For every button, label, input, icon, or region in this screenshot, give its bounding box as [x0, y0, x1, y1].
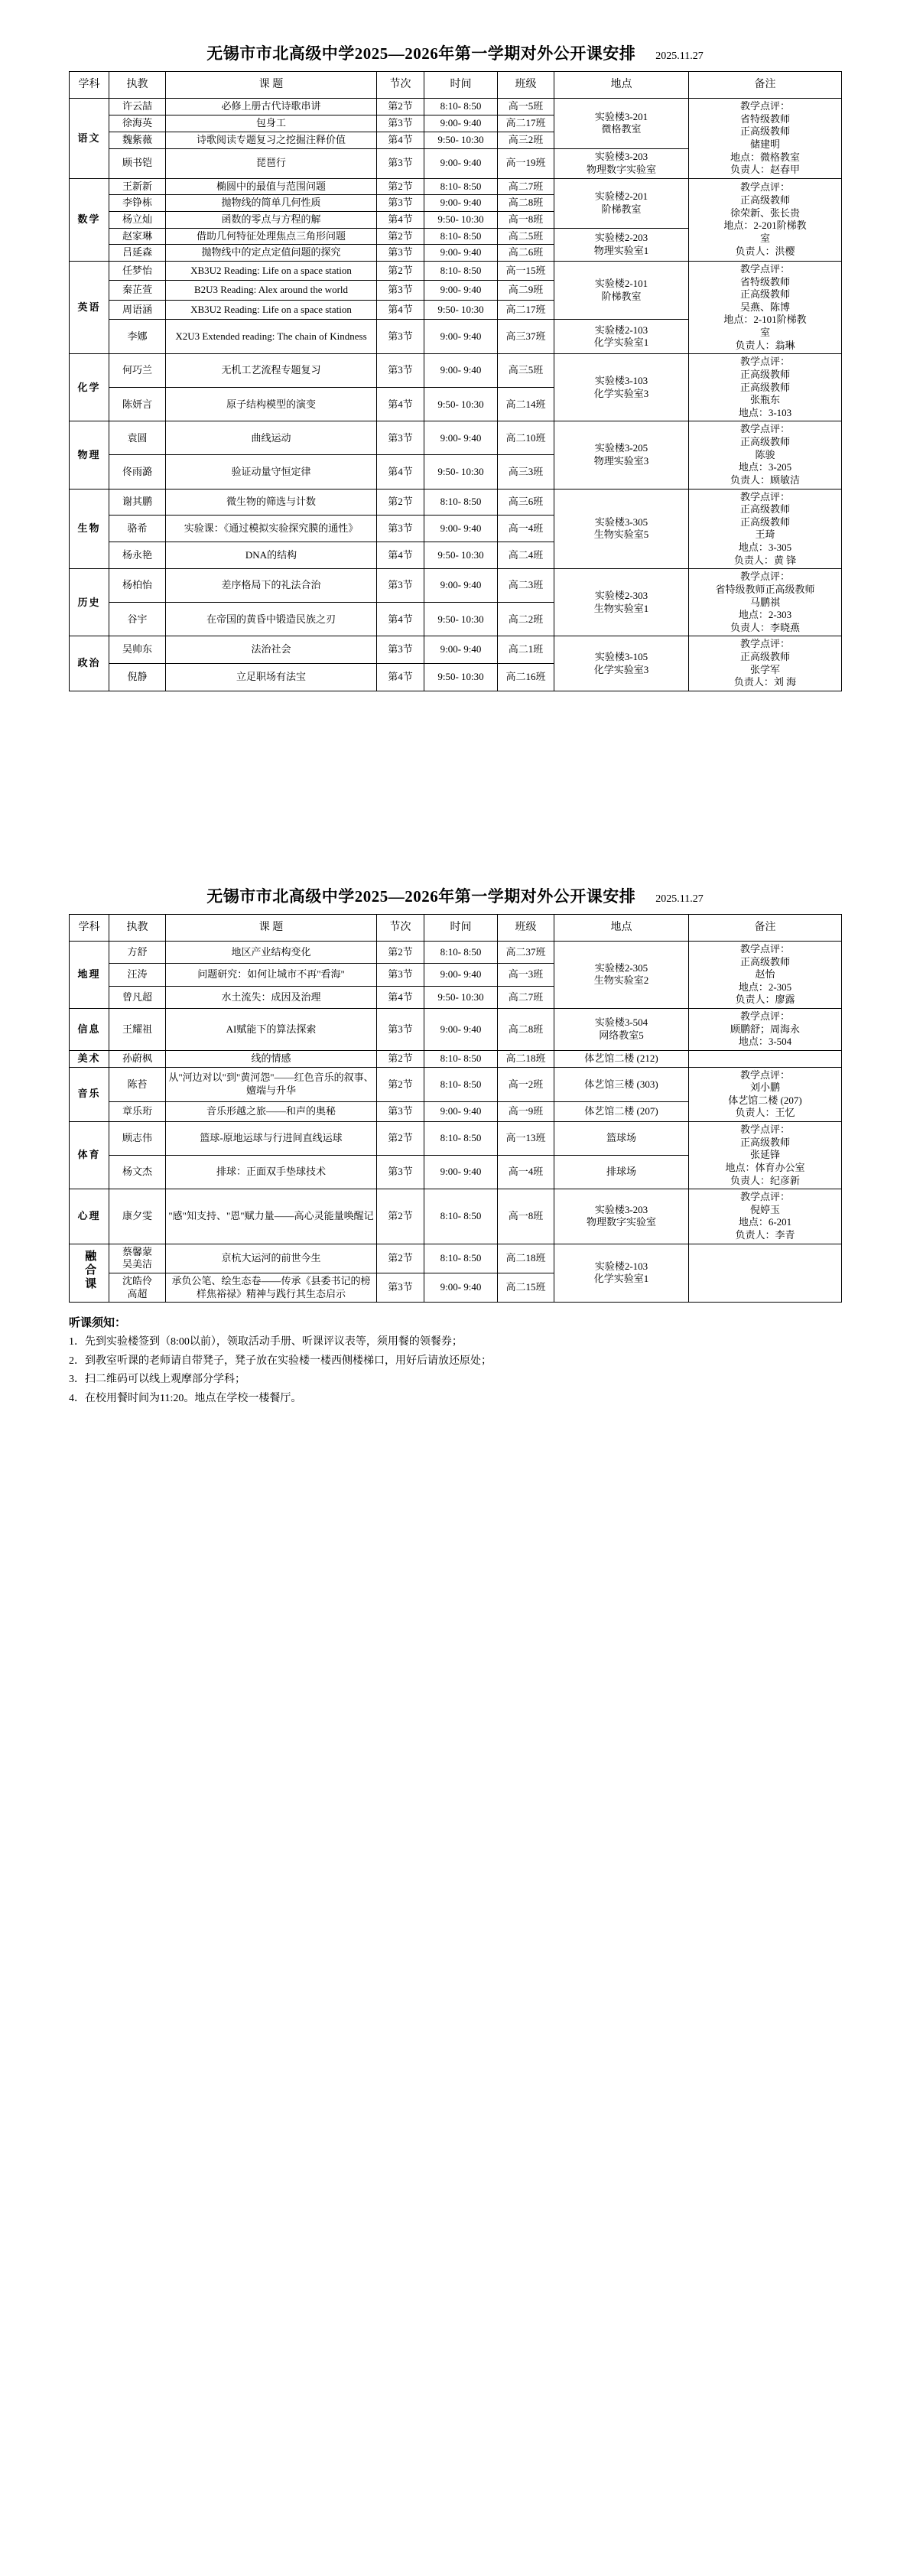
table-row: [70, 261, 842, 280]
time-cell: 9:50- 10:30: [424, 603, 498, 636]
class-cell: 高一4班: [498, 516, 554, 542]
time-cell: 9:00- 9:40: [424, 148, 498, 178]
topic-cell: AI赋能下的算法探索: [166, 1009, 377, 1051]
period-cell: 第4节: [377, 300, 424, 319]
topic-cell: X2U3 Extended reading: The chain of Kindness: [166, 320, 377, 354]
topic-cell: "感"知支持、"恩"赋力量——高心灵能量唤醒记: [166, 1189, 377, 1244]
class-cell: 高一13班: [498, 1122, 554, 1156]
topic-cell: 承负公笔、绘生态卷——传承《县委书记的榜样焦裕禄》精神与践行其生态启示: [166, 1273, 377, 1302]
class-cell: 高二4班: [498, 542, 554, 569]
time-cell: 9:50- 10:30: [424, 212, 498, 229]
class-cell: 高二7班: [498, 178, 554, 195]
topic-cell: 排球：正面双手垫球技术: [166, 1156, 377, 1189]
period-cell: 第3节: [377, 1156, 424, 1189]
table-row: [70, 99, 842, 115]
teacher-cell: 杨柏怡: [109, 569, 166, 603]
th-period: 节次: [377, 72, 424, 99]
class-cell: 高二2班: [498, 603, 554, 636]
time-cell: 8:10- 8:50: [424, 1244, 498, 1273]
th-subject: 学科: [70, 914, 109, 941]
period-cell: 第2节: [377, 489, 424, 516]
period-cell: 第3节: [377, 354, 424, 388]
place-cell: 实验楼3-203 物理数字实验室: [554, 148, 689, 178]
period-cell: 第2节: [377, 1050, 424, 1067]
table-row: [70, 1189, 842, 1244]
table-row: [70, 354, 842, 388]
topic-cell: B2U3 Reading: Alex around the world: [166, 281, 377, 300]
time-cell: 8:10- 8:50: [424, 261, 498, 280]
period-cell: 第2节: [377, 228, 424, 245]
topic-cell: XB3U2 Reading: Life on a space station: [166, 300, 377, 319]
topic-cell: 必修上册古代诗歌串讲: [166, 99, 377, 115]
table-row: [70, 569, 842, 603]
place-cell: 体艺馆二楼 (212): [554, 1050, 689, 1067]
teacher-cell: 任梦怡: [109, 261, 166, 280]
place-cell: 实验楼2-303 生物实验室1: [554, 569, 689, 636]
place-cell: 排球场: [554, 1156, 689, 1189]
time-cell: 8:10- 8:50: [424, 1189, 498, 1244]
remark-cell: 教学点评： 省特级教师正高级教师 马鹏祺 地点：2-303 负责人：李晓燕: [689, 569, 842, 636]
period-cell: 第3节: [377, 1102, 424, 1122]
class-cell: 高三37班: [498, 320, 554, 354]
period-cell: 第4节: [377, 986, 424, 1008]
remark-cell: 教学点评： 倪婷玉 地点：6-201 负责人：李青: [689, 1189, 842, 1244]
table-row: [70, 1122, 842, 1156]
topic-cell: 问题研究：如何让城市不再"看海": [166, 964, 377, 986]
period-cell: 第3节: [377, 115, 424, 132]
th-time: 时间: [424, 914, 498, 941]
teacher-cell: 杨文杰: [109, 1156, 166, 1189]
teacher-cell: 李铮栋: [109, 195, 166, 212]
table-header-row-2: [70, 914, 842, 941]
place-cell: 实验楼2-101 阶梯教室: [554, 261, 689, 319]
time-cell: 9:00- 9:40: [424, 636, 498, 664]
time-cell: 9:00- 9:40: [424, 964, 498, 986]
topic-cell: DNA的结构: [166, 542, 377, 569]
subject-cell: 物理: [70, 421, 109, 489]
period-cell: 第4节: [377, 388, 424, 421]
title-row-1: [69, 41, 841, 64]
th-remark: 备注: [689, 914, 842, 941]
class-cell: 高二18班: [498, 1244, 554, 1273]
table-row: [70, 1067, 842, 1102]
remark-cell: 教学点评： 顾鹏舒；周海永 地点：3-504: [689, 1009, 842, 1051]
place-cell: 实验楼3-305 生物实验室5: [554, 489, 689, 569]
note-item: 1．先到实验楼签到（8:00以前），领取活动手册、听课评议表等，须用餐的领餐券；: [69, 1336, 463, 1348]
remark-cell: 教学点评： 正高级教师 徐荣新、张长贵 地点：2-201阶梯教 室 负责人：洪樱: [689, 178, 842, 261]
subject-cell: 美术: [70, 1050, 109, 1067]
class-cell: 高二5班: [498, 228, 554, 245]
teacher-cell: 魏紫薇: [109, 132, 166, 148]
th-subject: 学科: [70, 72, 109, 99]
subject-cell: 地理: [70, 941, 109, 1008]
note-item: 3．扫二维码可以线上观摩部分学科；: [69, 1374, 245, 1386]
topic-cell: 篮球-原地运球与行进间直线运球: [166, 1122, 377, 1156]
period-cell: 第2节: [377, 1067, 424, 1102]
class-cell: 高二8班: [498, 1009, 554, 1051]
remark-cell: 教学点评： 省特级教师 正高级教师 储建明 地点：微格教室 负责人：赵春甲: [689, 99, 842, 179]
topic-cell: 原子结构模型的演变: [166, 388, 377, 421]
subject-cell: 信息: [70, 1009, 109, 1051]
class-cell: 高二9班: [498, 281, 554, 300]
remark-cell: 教学点评： 正高级教师 赵怡 地点：2-305 负责人：廖露: [689, 941, 842, 1008]
teacher-cell: 王耀祖: [109, 1009, 166, 1051]
time-cell: 9:00- 9:40: [424, 1156, 498, 1189]
place-cell: 实验楼3-504 网络教室5: [554, 1009, 689, 1051]
place-cell: 实验楼3-205 物理实验室3: [554, 421, 689, 489]
place-cell: 篮球场: [554, 1122, 689, 1156]
time-cell: 9:00- 9:40: [424, 115, 498, 132]
subject-cell: 体育: [70, 1122, 109, 1189]
class-cell: 高一19班: [498, 148, 554, 178]
topic-cell: XB3U2 Reading: Life on a space station: [166, 261, 377, 280]
table-row: [70, 421, 842, 455]
class-cell: 高三2班: [498, 132, 554, 148]
time-cell: 9:50- 10:30: [424, 300, 498, 319]
period-cell: 第3节: [377, 421, 424, 455]
period-cell: 第4节: [377, 212, 424, 229]
class-cell: 高二17班: [498, 300, 554, 319]
period-cell: 第2节: [377, 1122, 424, 1156]
th-place: 地点: [554, 914, 689, 941]
class-cell: 高二18班: [498, 1050, 554, 1067]
time-cell: 9:50- 10:30: [424, 388, 498, 421]
topic-cell: 从"河边对以"到"黄河怨"——红色音乐的叙事、嬗端与升华: [166, 1067, 377, 1102]
topic-cell: 函数的零点与方程的解: [166, 212, 377, 229]
period-cell: 第3节: [377, 148, 424, 178]
th-topic: 课 题: [166, 914, 377, 941]
place-cell: 实验楼3-105 化学实验室3: [554, 636, 689, 691]
topic-cell: 借助几何特征处理焦点三角形问题: [166, 228, 377, 245]
teacher-cell: 蔡馨蒙 吴美洁: [109, 1244, 166, 1273]
teacher-cell: 秦芷萱: [109, 281, 166, 300]
schedule-sheet-2: [69, 814, 841, 1409]
th-period: 节次: [377, 914, 424, 941]
table-row: [70, 1244, 842, 1273]
teacher-cell: 章乐珩: [109, 1102, 166, 1122]
period-cell: 第2节: [377, 941, 424, 963]
period-cell: 第2节: [377, 261, 424, 280]
period-cell: 第3节: [377, 281, 424, 300]
topic-cell: 验证动量守恒定律: [166, 455, 377, 489]
th-class: 班级: [498, 914, 554, 941]
class-cell: 高三3班: [498, 455, 554, 489]
table-row: [70, 178, 842, 195]
time-cell: 9:00- 9:40: [424, 320, 498, 354]
table-header-row-1: [70, 72, 842, 99]
class-cell: 高一5班: [498, 99, 554, 115]
teacher-cell: 徐海英: [109, 115, 166, 132]
teacher-cell: 骆希: [109, 516, 166, 542]
page-date-1: 2025.11.27: [655, 50, 704, 62]
place-cell: 实验楼2-203 物理实验室1: [554, 228, 689, 261]
class-cell: 高三6班: [498, 489, 554, 516]
period-cell: 第3节: [377, 636, 424, 664]
period-cell: 第3节: [377, 195, 424, 212]
remark-cell: 教学点评： 刘小鹏 体艺馆二楼 (207) 负责人：王忆: [689, 1067, 842, 1122]
topic-cell: 立足职场有法宝: [166, 664, 377, 691]
teacher-cell: 康夕雯: [109, 1189, 166, 1244]
th-class: 班级: [498, 72, 554, 99]
remark-cell: 教学点评： 正高级教师 正高级教师 张瓶东 地点：3-103: [689, 354, 842, 421]
page-break-gap: [0, 691, 910, 814]
subject-cell: 心理: [70, 1189, 109, 1244]
teacher-cell: 汪涛: [109, 964, 166, 986]
period-cell: 第4节: [377, 542, 424, 569]
topic-cell: 在帝国的黄昏中锻造民族之刃: [166, 603, 377, 636]
period-cell: 第4节: [377, 603, 424, 636]
title-row-2: [69, 884, 841, 907]
class-cell: 高一2班: [498, 1067, 554, 1102]
teacher-cell: 顾志伟: [109, 1122, 166, 1156]
topic-cell: 实验课：《通过模拟实验探究膜的通性》: [166, 516, 377, 542]
class-cell: 高一15班: [498, 261, 554, 280]
time-cell: 8:10- 8:50: [424, 1122, 498, 1156]
period-cell: 第3节: [377, 569, 424, 603]
topic-cell: 抛物线中的定点定值问题的探究: [166, 245, 377, 262]
class-cell: 高二3班: [498, 569, 554, 603]
topic-cell: 法治社会: [166, 636, 377, 664]
subject-cell: 音乐: [70, 1067, 109, 1122]
subject-cell: 历史: [70, 569, 109, 636]
schedule-table-2: [69, 914, 842, 1303]
teacher-cell: 顾书铠: [109, 148, 166, 178]
subject-cell: 生物: [70, 489, 109, 569]
remark-cell: [689, 1244, 842, 1303]
teacher-cell: 佟雨潞: [109, 455, 166, 489]
class-cell: 高二15班: [498, 1273, 554, 1302]
table-row: [70, 1050, 842, 1067]
topic-cell: 抛物线的简单几何性质: [166, 195, 377, 212]
period-cell: 第3节: [377, 516, 424, 542]
note-item: 4．在校用餐时间为11:20。地点在学校一楼餐厅。: [69, 1392, 302, 1404]
teacher-cell: 陈妍言: [109, 388, 166, 421]
schedule-table-1: [69, 71, 842, 691]
teacher-cell: 陈苔: [109, 1067, 166, 1102]
table-row: [70, 1009, 842, 1051]
th-place: 地点: [554, 72, 689, 99]
subject-cell: 化学: [70, 354, 109, 421]
topic-cell: 差序格局下的礼法合治: [166, 569, 377, 603]
time-cell: 8:10- 8:50: [424, 1050, 498, 1067]
remark-cell: 教学点评： 正高级教师 陈骏 地点：3-205 负责人：顾敏洁: [689, 421, 842, 489]
remark-cell: [689, 1050, 842, 1067]
class-cell: 高二6班: [498, 245, 554, 262]
period-cell: 第3节: [377, 964, 424, 986]
teacher-cell: 沈皓伶 高超: [109, 1273, 166, 1302]
th-remark: 备注: [689, 72, 842, 99]
period-cell: 第2节: [377, 178, 424, 195]
th-teacher: 执教: [109, 72, 166, 99]
topic-cell: 诗歌阅读专题复习之挖掘注释价值: [166, 132, 377, 148]
period-cell: 第4节: [377, 664, 424, 691]
period-cell: 第4节: [377, 132, 424, 148]
teacher-cell: 许云喆: [109, 99, 166, 115]
period-cell: 第3节: [377, 1009, 424, 1051]
topic-cell: 曲线运动: [166, 421, 377, 455]
class-cell: 高一8班: [498, 1189, 554, 1244]
class-cell: 高二37班: [498, 941, 554, 963]
teacher-cell: 吕延森: [109, 245, 166, 262]
th-teacher: 执教: [109, 914, 166, 941]
class-cell: 高二7班: [498, 986, 554, 1008]
page-date-2: 2025.11.27: [655, 893, 704, 905]
time-cell: 8:10- 8:50: [424, 99, 498, 115]
topic-cell: 京杭大运河的前世今生: [166, 1244, 377, 1273]
remark-cell: 教学点评： 正高级教师 张学军 负责人：刘 海: [689, 636, 842, 691]
teacher-cell: 倪静: [109, 664, 166, 691]
subject-cell: 融合课: [70, 1244, 109, 1303]
time-cell: 9:00- 9:40: [424, 1102, 498, 1122]
topic-cell: 椭圆中的最值与范围问题: [166, 178, 377, 195]
teacher-cell: 谷宇: [109, 603, 166, 636]
remark-cell: 教学点评： 正高级教师 正高级教师 王琦 地点：3-305 负责人：黄 锋: [689, 489, 842, 569]
teacher-cell: 王新新: [109, 178, 166, 195]
period-cell: 第3节: [377, 320, 424, 354]
topic-cell: 水土流失：成因及治理: [166, 986, 377, 1008]
period-cell: 第2节: [377, 1189, 424, 1244]
time-cell: 8:10- 8:50: [424, 489, 498, 516]
notes-list: [69, 1333, 841, 1408]
place-cell: 体艺馆三楼 (303): [554, 1067, 689, 1102]
page-title-2: 无锡市市北高级中学2025—2026年第一学期对外公开课安排: [206, 886, 636, 906]
time-cell: 8:10- 8:50: [424, 178, 498, 195]
class-cell: 高二10班: [498, 421, 554, 455]
place-cell: 实验楼3-203 物理数字实验室: [554, 1189, 689, 1244]
teacher-cell: 袁圆: [109, 421, 166, 455]
topic-cell: 包身工: [166, 115, 377, 132]
teacher-cell: 周语涵: [109, 300, 166, 319]
time-cell: 9:50- 10:30: [424, 986, 498, 1008]
class-cell: 高一9班: [498, 1102, 554, 1122]
notes-title: 听课须知：: [69, 1317, 127, 1330]
time-cell: 9:00- 9:40: [424, 421, 498, 455]
time-cell: 9:00- 9:40: [424, 281, 498, 300]
class-cell: 高一4班: [498, 1156, 554, 1189]
teacher-cell: 孙蔚枫: [109, 1050, 166, 1067]
place-cell: 实验楼2-103 化学实验室1: [554, 320, 689, 354]
teacher-cell: 方舒: [109, 941, 166, 963]
place-cell: 实验楼2-103 化学实验室1: [554, 1244, 689, 1303]
teacher-cell: 杨立灿: [109, 212, 166, 229]
teacher-cell: 谢其鹏: [109, 489, 166, 516]
time-cell: 9:00- 9:40: [424, 195, 498, 212]
schedule-sheet-1: [69, 0, 841, 691]
topic-cell: 琵琶行: [166, 148, 377, 178]
teacher-cell: 杨永艳: [109, 542, 166, 569]
subject-cell: 政治: [70, 636, 109, 691]
place-cell: 实验楼3-201 微格教室: [554, 99, 689, 149]
period-cell: 第3节: [377, 1273, 424, 1302]
teacher-cell: 李娜: [109, 320, 166, 354]
period-cell: 第3节: [377, 245, 424, 262]
time-cell: 9:00- 9:40: [424, 1009, 498, 1051]
class-cell: 高二1班: [498, 636, 554, 664]
teacher-cell: 曾凡超: [109, 986, 166, 1008]
place-cell: 实验楼3-103 化学实验室3: [554, 354, 689, 421]
table-row: [70, 636, 842, 664]
teacher-cell: 赵家琳: [109, 228, 166, 245]
th-time: 时间: [424, 72, 498, 99]
period-cell: 第2节: [377, 99, 424, 115]
time-cell: 8:10- 8:50: [424, 228, 498, 245]
class-cell: 高三5班: [498, 354, 554, 388]
topic-cell: 微生物的筛选与计数: [166, 489, 377, 516]
table-row: [70, 489, 842, 516]
table-row: [70, 941, 842, 963]
time-cell: 9:00- 9:40: [424, 1273, 498, 1302]
time-cell: 9:00- 9:40: [424, 245, 498, 262]
topic-cell: 音乐形越之旅——和声的奥秘: [166, 1102, 377, 1122]
time-cell: 8:10- 8:50: [424, 941, 498, 963]
class-cell: 高一3班: [498, 964, 554, 986]
subject-cell: 语文: [70, 99, 109, 179]
teacher-cell: 何巧兰: [109, 354, 166, 388]
class-cell: 高二16班: [498, 664, 554, 691]
topic-cell: 无机工艺流程专题复习: [166, 354, 377, 388]
topic-cell: 地区产业结构变化: [166, 941, 377, 963]
topic-cell: 线的情感: [166, 1050, 377, 1067]
page-title-1: 无锡市市北高级中学2025—2026年第一学期对外公开课安排: [206, 44, 636, 63]
th-topic: 课 题: [166, 72, 377, 99]
time-cell: 9:00- 9:40: [424, 516, 498, 542]
class-cell: 高一8班: [498, 212, 554, 229]
period-cell: 第4节: [377, 455, 424, 489]
place-cell: 体艺馆二楼 (207): [554, 1102, 689, 1122]
notes-section: [69, 1313, 841, 1408]
time-cell: 9:50- 10:30: [424, 455, 498, 489]
subject-cell: 英语: [70, 261, 109, 353]
class-cell: 高二14班: [498, 388, 554, 421]
time-cell: 9:00- 9:40: [424, 354, 498, 388]
remark-cell: 教学点评： 省特级教师 正高级教师 吴燕、陈博 地点：2-101阶梯教 室 负责人：翁琳: [689, 261, 842, 353]
class-cell: 高二8班: [498, 195, 554, 212]
note-item: 2．到教室听课的老师请自带凳子，凳子放在实验楼一楼西侧楼梯口，用好后请放还原处；: [69, 1355, 492, 1367]
subject-cell: 数学: [70, 178, 109, 261]
place-cell: 实验楼2-305 生物实验室2: [554, 941, 689, 1008]
time-cell: 8:10- 8:50: [424, 1067, 498, 1102]
time-cell: 9:50- 10:30: [424, 132, 498, 148]
time-cell: 9:50- 10:30: [424, 664, 498, 691]
teacher-cell: 吴帅东: [109, 636, 166, 664]
time-cell: 9:50- 10:30: [424, 542, 498, 569]
class-cell: 高二17班: [498, 115, 554, 132]
time-cell: 9:00- 9:40: [424, 569, 498, 603]
period-cell: 第2节: [377, 1244, 424, 1273]
remark-cell: 教学点评： 正高级教师 张延锋 地点：体育办公室 负责人：纪彦新: [689, 1122, 842, 1189]
place-cell: 实验楼2-201 阶梯教室: [554, 178, 689, 228]
